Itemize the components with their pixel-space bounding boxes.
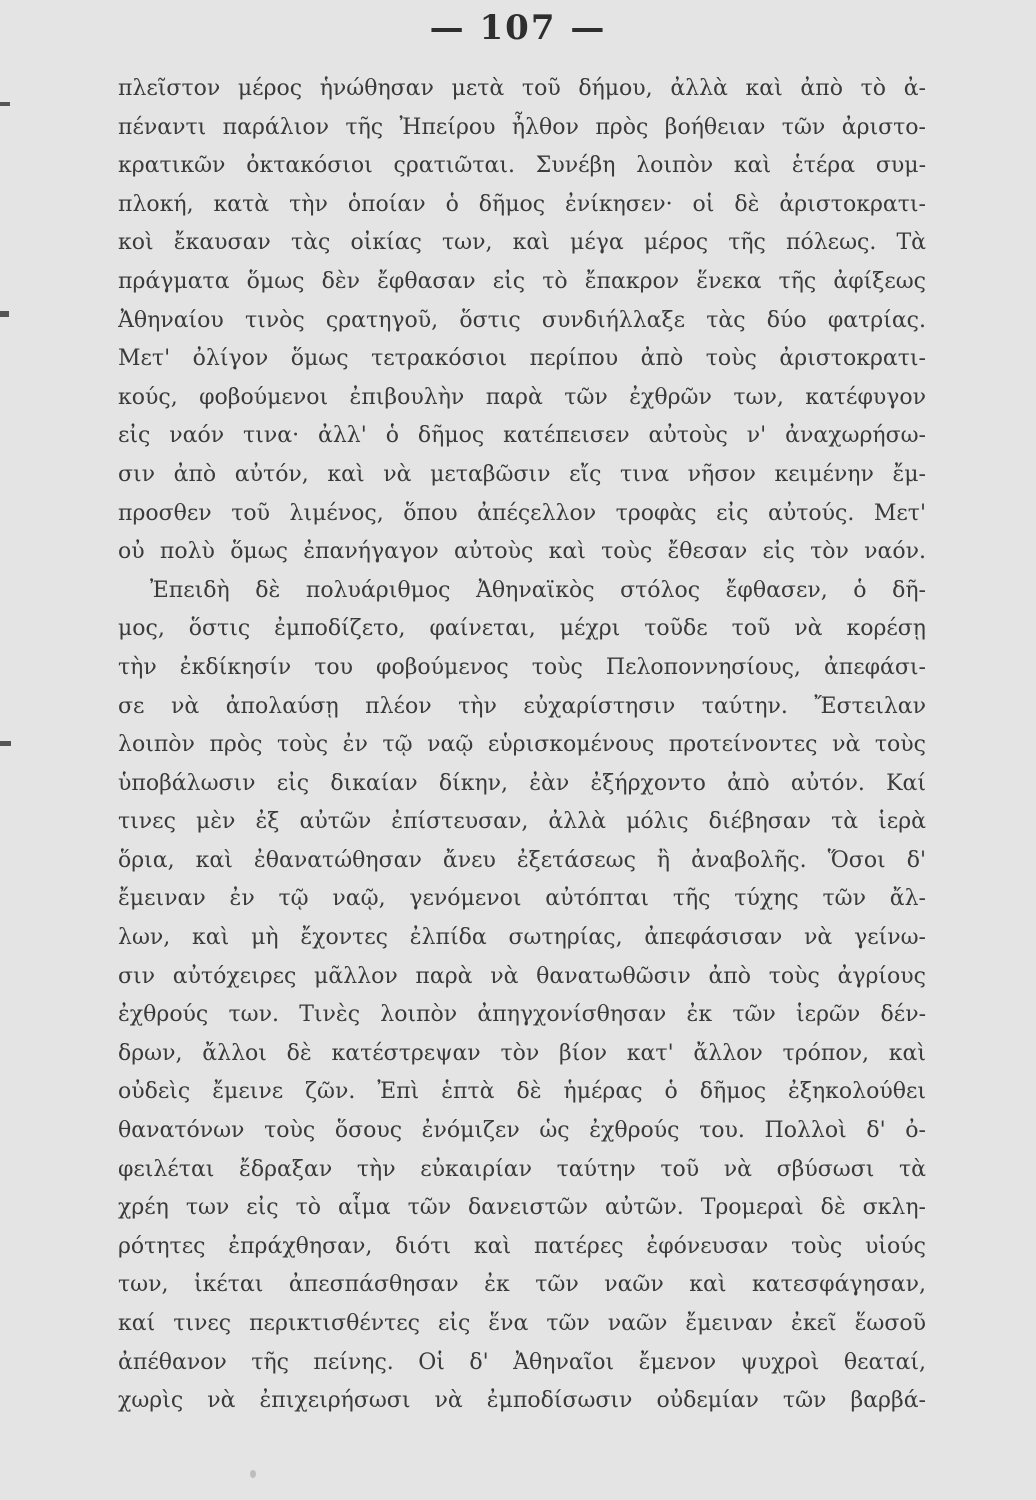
text-line: εἰς ναόν τινα· ἀλλ' ὁ δῆμος κατέπεισεν αὐτοὺς ν' ἀναχωρήσω-: [118, 423, 926, 449]
text-line: χρέη των εἰς τὸ αἷμα τῶν δανειστῶν αὐτῶν. Τρομεραὶ δὲ σκλη-: [118, 1195, 926, 1221]
text-line: μος, ὅστις ἐμποδίζετο, φαίνεται, μέχρι τοῦδε τοῦ νὰ κορέσῃ: [118, 616, 926, 642]
text-line: σιν ἀπὸ αὐτόν, καὶ νὰ μεταβῶσιν εἴς τινα νῆσον κειμένην ἔμ-: [118, 461, 926, 487]
text-line: Ἀθηναίου τινὸς ςρατηγοῦ, ὅστις συνδιήλλαξε τὰς δύο φατρίας.: [118, 307, 926, 333]
text-line: πράγματα ὅμως δὲν ἔφθασαν εἰς τὸ ἔπακρον ἕνεκα τῆς ἀφίξεως: [118, 268, 926, 294]
text-line: πλεῖστον μέρος ἡνώθησαν μετὰ τοῦ δήμου, ἀλλὰ καὶ ἀπὸ τὸ ἀ-: [118, 76, 926, 101]
text-line: λοιπὸν πρὸς τοὺς ἐν τῷ ναῷ εὑρισκομένους προτείνοντες νὰ τοὺς: [118, 732, 926, 758]
text-line: τὴν ἐκδίκησίν του φοβούμενος τοὺς Πελοποννησίους, ἀπεφάσι-: [118, 654, 926, 680]
text-line: ρότητες ἐπράχθησαν, διότι καὶ πατέρες ἐφόνευσαν τοὺς υἱούς: [118, 1233, 926, 1259]
text-line: κοὶ ἔκαυσαν τὰς οἰκίας των, καὶ μέγα μέρος τῆς πόλεως. Τὰ: [118, 230, 926, 256]
text-line: καί τινες περικτισθέντες εἰς ἕνα τῶν ναῶν ἔμειναν ἐκεῖ ἕωσοῦ: [118, 1311, 926, 1336]
text-line: Ἐπειδὴ δὲ πολυάριθμος Ἀθηναϊκὸς στόλος ἔφθασεν, ὁ δῆ-: [150, 577, 926, 603]
binding-mark: [0, 311, 9, 317]
text-line: ὅρια, καὶ ἐθανατώθησαν ἄνευ ἐξετάσεως ἢ ἀναβολῆς. Ὅσοι δ': [118, 847, 926, 873]
binding-mark: [0, 102, 10, 106]
text-line: θανατόνων τοὺς ὅσους ἐνόμιζεν ὡς ἐχθρούς του. Πολλοὶ δ' ὀ-: [118, 1118, 926, 1144]
text-line: σιν αὐτόχειρες μᾶλλον παρὰ νὰ θανατωθῶσιν ἀπὸ τοὺς ἀγρίους: [118, 963, 926, 989]
text-line: δρων, ἄλλοι δὲ κατέστρεψαν τὸν βίον κατ' ἄλλον τρόπον, καὶ: [118, 1040, 926, 1066]
text-line: των, ἱκέται ἀπεσπάσθησαν ἐκ τῶν ναῶν καὶ κατεσφάγησαν,: [118, 1272, 926, 1298]
page-number: — 107 —: [429, 8, 607, 48]
text-line: Μετ' ὀλίγον ὅμως τετρακόσιοι περίπου ἀπὸ τοὺς ἀριστοκρατι-: [118, 346, 926, 372]
text-line: χωρὶς νὰ ἐπιχειρήσωσι νὰ ἐμποδίσωσιν οὐδεμίαν τῶν βαρβά-: [118, 1388, 926, 1414]
text-line: σε νὰ ἀπολαύσῃ πλέον τὴν εὐχαρίστησιν ταύτην. Ἔστειλαν: [118, 693, 926, 719]
text-line: κρατικῶν ὀκτακόσιοι ςρατιῶται. Συνέβη λοιπὸν καὶ ἑτέρα συμ-: [118, 153, 926, 179]
text-line: ἐχθρούς των. Τινὲς λοιπὸν ἀπηγχονίσθησαν ἐκ τῶν ἱερῶν δέν-: [118, 1002, 926, 1028]
text-line: οὐ πολὺ ὅμως ἐπανήγαγον αὐτοὺς καὶ τοὺς ἔθεσαν εἰς τὸν ναόν.: [118, 539, 926, 565]
text-line: ἔμειναν ἐν τῷ ναῷ, γενόμενοι αὐτόπται τῆς τύχης τῶν ἄλ-: [118, 886, 926, 912]
text-line: τινες μὲν ἐξ αὐτῶν ἐπίστευσαν, ἀλλὰ μόλις διέβησαν τὰ ἱερὰ: [118, 809, 926, 835]
text-line: ἀπέθανον τῆς πείνης. Οἱ δ' Ἀθηναῖοι ἔμενον ψυχροὶ θεαταί,: [118, 1349, 926, 1375]
text-line: λων, καὶ μὴ ἔχοντες ἐλπίδα σωτηρίας, ἀπεφάσισαν νὰ γείνω-: [118, 925, 926, 951]
text-line: προσθεν τοῦ λιμένος, ὅπου ἀπέςελλον τροφὰς εἰς αὐτούς. Μετ': [118, 500, 926, 526]
text-line: πέναντι παράλιον τῆς Ἠπείρου ἦλθον πρὸς βοήθειαν τῶν ἀριστο-: [118, 114, 926, 140]
binding-mark: [0, 741, 11, 746]
text-line: κούς, φοβούμενοι ἐπιβουλὴν παρὰ τῶν ἐχθρῶν των, κατέφυγον: [118, 384, 926, 410]
text-line: πλοκή, κατὰ τὴν ὁποίαν ὁ δῆμος ἐνίκησεν· οἱ δὲ ἀριστοκρατι-: [118, 191, 926, 217]
text-line: φειλέται ἔδραξαν τὴν εὐκαιρίαν ταύτην τοῦ νὰ σβύσωσι τὰ: [118, 1156, 926, 1182]
text-line: οὐδεὶς ἔμεινε ζῶν. Ἐπὶ ἑπτὰ δὲ ἡμέρας ὁ δῆμος ἐξηκολούθει: [118, 1079, 926, 1105]
paper-speck: [250, 1470, 256, 1478]
body-text: [118, 70, 926, 1421]
text-line: ὑποβάλωσιν εἰς δικαίαν δίκην, ἐὰν ἐξήρχοντο ἀπὸ αὐτόν. Καί: [118, 770, 926, 796]
